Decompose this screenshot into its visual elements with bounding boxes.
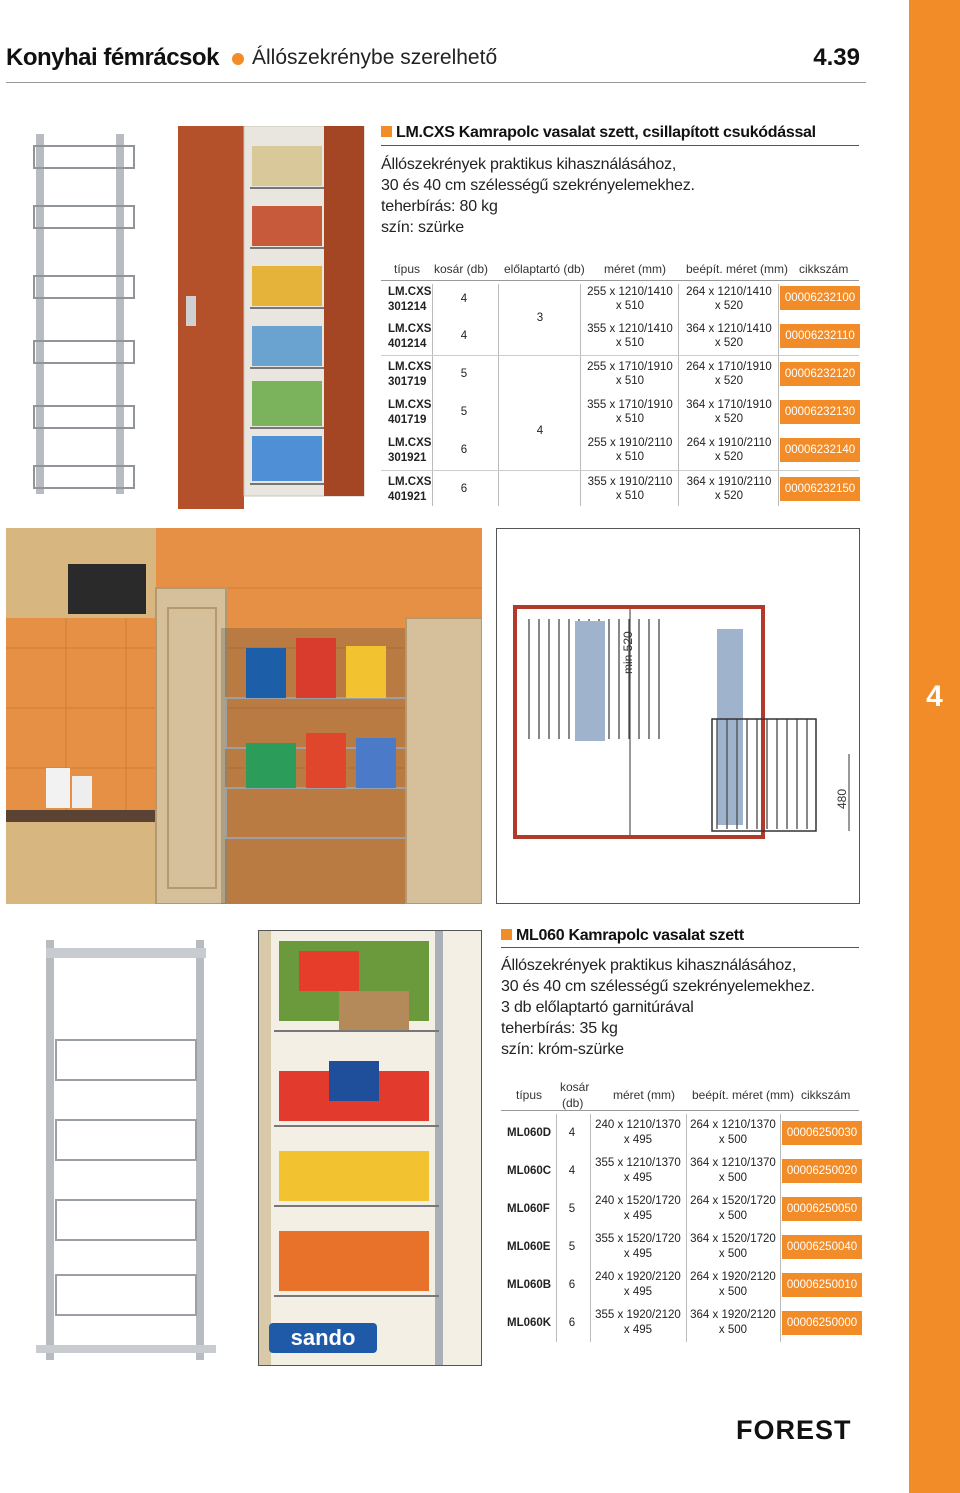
- row-baskets: 6: [460, 444, 468, 456]
- row-code: 00006232100: [780, 286, 860, 310]
- product-photo-ml060-rack: [6, 930, 238, 1366]
- page-subtitle: Állószekrénybe szerelhető: [252, 46, 498, 69]
- row-size-2: x 495: [623, 1286, 653, 1298]
- kitchen-photo: [6, 528, 482, 904]
- desc-line: teherbírás: 35 kg: [501, 1020, 618, 1037]
- table-rule: [501, 1110, 859, 1111]
- row-type-num: 301719: [388, 376, 427, 388]
- row-size: 355 x 1210/1410: [587, 323, 673, 335]
- col-head-front: előlaptartó (db): [504, 262, 585, 276]
- row-install-2: x 500: [718, 1210, 748, 1222]
- row-baskets: 4: [568, 1165, 576, 1177]
- page-title: Konyhai fémrácsok: [6, 44, 219, 71]
- page-number: 4.39: [813, 44, 860, 71]
- row-install: 264 x 1210/1410: [686, 286, 772, 298]
- col-head-install: beépít. méret (mm): [686, 262, 789, 276]
- row-size-2: x 510: [615, 337, 645, 349]
- row-type: ML060K: [507, 1317, 552, 1329]
- row-baskets: 4: [460, 330, 468, 342]
- row-rule: [381, 355, 859, 356]
- section2-heading-text: ML060 Kamrapolc vasalat szett: [516, 927, 744, 944]
- row-install: 264 x 1920/2120: [690, 1271, 776, 1283]
- row-install: 364 x 1920/2120: [690, 1309, 776, 1321]
- row-size: 255 x 1910/2110: [587, 437, 673, 449]
- row-type-num: 401214: [388, 338, 427, 350]
- heading-square-icon: [381, 126, 392, 137]
- row-install: 264 x 1710/1910: [686, 361, 772, 373]
- row-code: 00006232130: [780, 400, 860, 424]
- col-divider: [498, 284, 499, 506]
- row-baskets: 6: [568, 1317, 576, 1329]
- row-install-2: x 520: [714, 300, 744, 312]
- row-code: 00006232120: [780, 362, 860, 386]
- section1-rule: [381, 145, 859, 146]
- sando-logo: sando: [269, 1323, 377, 1353]
- row-size: 255 x 1210/1410: [587, 286, 673, 298]
- row-type: LM.CXS: [388, 437, 432, 449]
- row-baskets: 5: [568, 1203, 576, 1215]
- col-divider: [686, 1114, 687, 1342]
- side-tab-number: 4: [926, 680, 943, 713]
- table-rule: [381, 280, 859, 281]
- col-head-code: cikkszám: [799, 262, 849, 276]
- dim-label-480: 480: [835, 788, 849, 809]
- row-type: ML060F: [507, 1203, 550, 1215]
- col-divider: [556, 1114, 557, 1342]
- row-install-2: x 500: [718, 1324, 748, 1336]
- row-baskets: 5: [568, 1241, 576, 1253]
- col-head-baskets: kosár: [560, 1080, 590, 1094]
- col-divider: [580, 284, 581, 506]
- row-baskets: 6: [568, 1279, 576, 1291]
- row-baskets: 4: [568, 1127, 576, 1139]
- row-install: 264 x 1210/1370: [690, 1119, 776, 1131]
- dimension-diagram: [496, 528, 860, 904]
- row-code: 00006250050: [782, 1197, 862, 1221]
- row-size: 355 x 1910/2110: [587, 476, 673, 488]
- col-head-type: típus: [394, 262, 421, 276]
- product-photo-lmcxs-rack: [6, 126, 369, 509]
- bullet-dot: [232, 53, 244, 65]
- row-install: 264 x 1520/1720: [690, 1195, 776, 1207]
- row-install: 364 x 1210/1370: [690, 1157, 776, 1169]
- row-size-2: x 510: [615, 375, 645, 387]
- row-size: 355 x 1520/1720: [595, 1233, 681, 1245]
- header-rule: [6, 82, 866, 83]
- desc-line: szín: króm-szürke: [501, 1041, 624, 1058]
- col-head-baskets: kosár (db): [434, 262, 489, 276]
- row-type: ML060C: [507, 1165, 552, 1177]
- row-install-2: x 500: [718, 1172, 748, 1184]
- row-type: LM.CXS: [388, 286, 432, 298]
- section1-heading-text: LM.CXS Kamrapolc vasalat szett, csillapított csukódással: [396, 124, 816, 141]
- desc-line: 3 db előlaptartó garnitúrával: [501, 999, 694, 1016]
- row-code: 00006250020: [782, 1159, 862, 1183]
- row-type-num: 301921: [388, 452, 427, 464]
- dim-label-min520: min 520: [621, 631, 635, 674]
- row-install-2: x 520: [714, 451, 744, 463]
- col-head-size: méret (mm): [613, 1088, 675, 1102]
- row-code: 00006250000: [782, 1311, 862, 1335]
- row-baskets: 4: [460, 293, 468, 305]
- row-install: 364 x 1520/1720: [690, 1233, 776, 1245]
- row-size-2: x 495: [623, 1210, 653, 1222]
- section1-heading: [381, 124, 816, 142]
- row-size-2: x 510: [615, 490, 645, 502]
- section2-description: [501, 955, 815, 1060]
- row-type-num: 301214: [388, 301, 427, 313]
- row-size: 355 x 1210/1370: [595, 1157, 681, 1169]
- row-size: 355 x 1710/1910: [587, 399, 673, 411]
- row-install-2: x 520: [714, 413, 744, 425]
- desc-line: 30 és 40 cm szélességű szekrényelemekhez.: [381, 177, 695, 194]
- row-install: 264 x 1910/2110: [686, 437, 772, 449]
- row-type: LM.CXS: [388, 361, 432, 373]
- row-type-num: 401719: [388, 414, 427, 426]
- row-size-2: x 495: [623, 1134, 653, 1146]
- row-install-2: x 500: [718, 1286, 748, 1298]
- row-size-2: x 495: [623, 1172, 653, 1184]
- row-type: ML060D: [507, 1127, 552, 1139]
- col-divider: [780, 1114, 781, 1342]
- row-install: 364 x 1710/1910: [686, 399, 772, 411]
- row-baskets: 5: [460, 406, 468, 418]
- row-install-2: x 500: [718, 1248, 748, 1260]
- desc-line: 30 és 40 cm szélességű szekrényelemekhez.: [501, 978, 815, 995]
- page-header: [6, 44, 866, 80]
- desc-line: teherbírás: 80 kg: [381, 198, 498, 215]
- col-divider: [678, 284, 679, 506]
- section1-description: [381, 154, 695, 238]
- front-holder-count-b: 4: [536, 425, 544, 437]
- row-baskets: 6: [460, 483, 468, 495]
- row-baskets: 5: [460, 368, 468, 380]
- col-head-baskets-db: (db): [562, 1096, 584, 1110]
- ml060-loaded-photo: [258, 930, 482, 1366]
- row-size-2: x 510: [615, 413, 645, 425]
- front-holder-count-a: 3: [536, 312, 544, 324]
- row-install: 364 x 1210/1410: [686, 323, 772, 335]
- row-install-2: x 520: [714, 375, 744, 387]
- row-size: 240 x 1520/1720: [595, 1195, 681, 1207]
- row-code: 00006232150: [780, 477, 860, 501]
- row-size-2: x 510: [615, 300, 645, 312]
- col-head-code: cikkszám: [801, 1088, 851, 1102]
- desc-line: Állószekrények praktikus kihasználásához,: [381, 156, 677, 173]
- row-install: 364 x 1910/2110: [686, 476, 772, 488]
- row-code: 00006250040: [782, 1235, 862, 1259]
- row-size: 240 x 1210/1370: [595, 1119, 681, 1131]
- row-install-2: x 500: [718, 1134, 748, 1146]
- row-size-2: x 495: [623, 1324, 653, 1336]
- section2-rule: [501, 947, 859, 948]
- row-type-num: 401921: [388, 491, 427, 503]
- col-head-size: méret (mm): [604, 262, 666, 276]
- row-rule: [381, 470, 859, 471]
- col-divider: [590, 1114, 591, 1342]
- row-code: 00006250010: [782, 1273, 862, 1297]
- row-type: ML060B: [507, 1279, 552, 1291]
- row-size: 355 x 1920/2120: [595, 1309, 681, 1321]
- col-head-type: típus: [516, 1088, 543, 1102]
- section2-heading: [501, 927, 744, 945]
- col-divider: [778, 284, 779, 506]
- side-tab: [909, 0, 960, 1493]
- desc-line: szín: szürke: [381, 219, 464, 236]
- row-size: 255 x 1710/1910: [587, 361, 673, 373]
- row-type: LM.CXS: [388, 476, 432, 488]
- col-divider: [432, 284, 433, 506]
- row-install-2: x 520: [714, 490, 744, 502]
- row-size-2: x 495: [623, 1248, 653, 1260]
- row-type: ML060E: [507, 1241, 551, 1253]
- row-type: LM.CXS: [388, 399, 432, 411]
- row-code: 00006250030: [782, 1121, 862, 1145]
- row-size-2: x 510: [615, 451, 645, 463]
- desc-line: Állószekrények praktikus kihasználásához,: [501, 957, 797, 974]
- row-size: 240 x 1920/2120: [595, 1271, 681, 1283]
- col-head-install: beépít. méret (mm): [692, 1088, 795, 1102]
- heading-square-icon: [501, 929, 512, 940]
- forest-logo: FOREST: [736, 1415, 852, 1445]
- row-code: 00006232140: [780, 438, 860, 462]
- row-code: 00006232110: [780, 324, 860, 348]
- row-install-2: x 520: [714, 337, 744, 349]
- row-type: LM.CXS: [388, 323, 432, 335]
